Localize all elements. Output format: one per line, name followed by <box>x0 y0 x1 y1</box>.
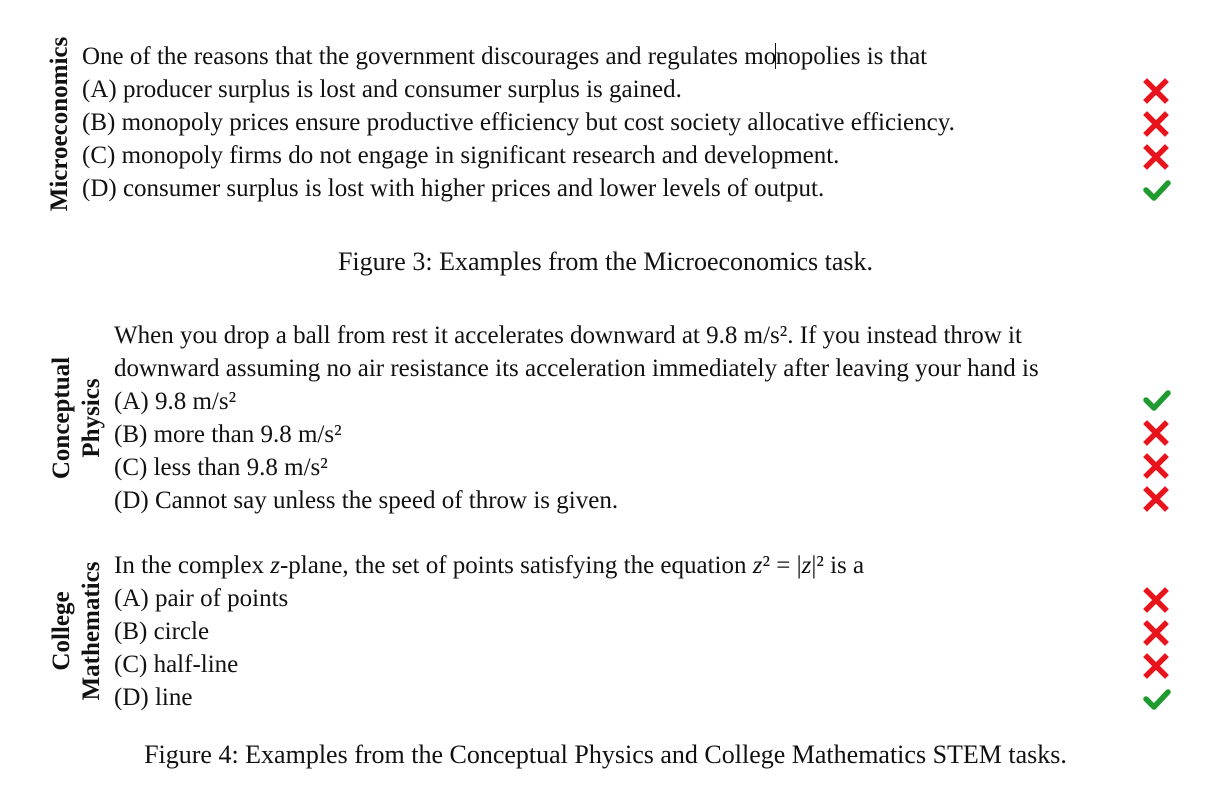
option-d: (D) consumer surplus is lost with higher prices and lower levels of output. <box>82 175 825 202</box>
cross-icon <box>1143 453 1173 483</box>
cross-icon <box>1143 111 1173 141</box>
option-c: (C) monopoly firms do not engage in significant research and development. <box>82 142 840 169</box>
question-text-line: When you drop a ball from rest it accelerates downward at 9.8 m/s². If you instead throw it <box>114 322 1022 349</box>
cross-icon <box>1143 653 1173 683</box>
figure-3-caption: Figure 3: Examples from the Microeconomics task. <box>337 247 874 276</box>
side-label-line: Physics <box>78 378 105 458</box>
check-icon <box>1143 387 1173 417</box>
option-c: (C) less than 9.8 m/s² <box>114 454 328 481</box>
cross-icon <box>1143 486 1173 516</box>
option-a: (A) 9.8 m/s² <box>114 388 237 415</box>
check-icon <box>1143 686 1173 716</box>
option-a: (A) pair of points <box>114 585 289 612</box>
math-variable: z <box>270 552 280 579</box>
question-text-part: ² = | <box>762 552 802 579</box>
side-label-line: College <box>48 591 75 671</box>
question-text-part: In the complex <box>114 552 271 579</box>
side-label-line: Mathematics <box>78 561 105 701</box>
option-b: (B) circle <box>114 618 210 645</box>
question-text-part: nopolies is that <box>775 43 928 70</box>
mathematics-question-block <box>114 549 864 714</box>
cross-icon <box>1143 144 1173 174</box>
option-d: (D) line <box>114 684 193 711</box>
question-text <box>114 549 864 582</box>
question-text-part: |² is a <box>811 552 865 579</box>
option-a: (A) producer surplus is lost and consumer surplus is gained. <box>82 76 682 103</box>
question-text <box>82 40 955 73</box>
side-label-college-mathematics <box>47 562 107 701</box>
option-d: (D) Cannot say unless the speed of throw is given. <box>114 487 619 514</box>
side-label-line: Conceptual <box>48 356 75 480</box>
option-b: (B) monopoly prices ensure productive efficiency but cost society allocative efficiency. <box>82 109 955 136</box>
option-b: (B) more than 9.8 m/s² <box>114 421 342 448</box>
cross-icon <box>1143 78 1173 108</box>
question-text-part: -plane, the set of points satisfying the equation <box>279 552 753 579</box>
cross-icon <box>1143 420 1173 450</box>
physics-question-block <box>114 319 1039 517</box>
check-icon <box>1143 177 1173 207</box>
math-variable: z <box>752 552 763 579</box>
question-text-part: One of the reasons that the government discourages and regulates mo <box>82 43 777 70</box>
side-label-microeconomics: Microeconomics <box>46 36 73 212</box>
side-label-conceptual-physics <box>47 357 107 479</box>
question-text-line: downward assuming no air resistance its acceleration immediately after leaving your hand is <box>114 355 1039 382</box>
cross-icon <box>1143 587 1173 617</box>
option-c: (C) half-line <box>114 651 239 678</box>
microeconomics-question-block <box>82 40 955 205</box>
cross-icon <box>1143 620 1173 650</box>
math-variable: z <box>801 552 812 579</box>
figure-4-caption: Figure 4: Examples from the Conceptual Physics and College Mathematics STEM tasks. <box>144 740 1067 769</box>
